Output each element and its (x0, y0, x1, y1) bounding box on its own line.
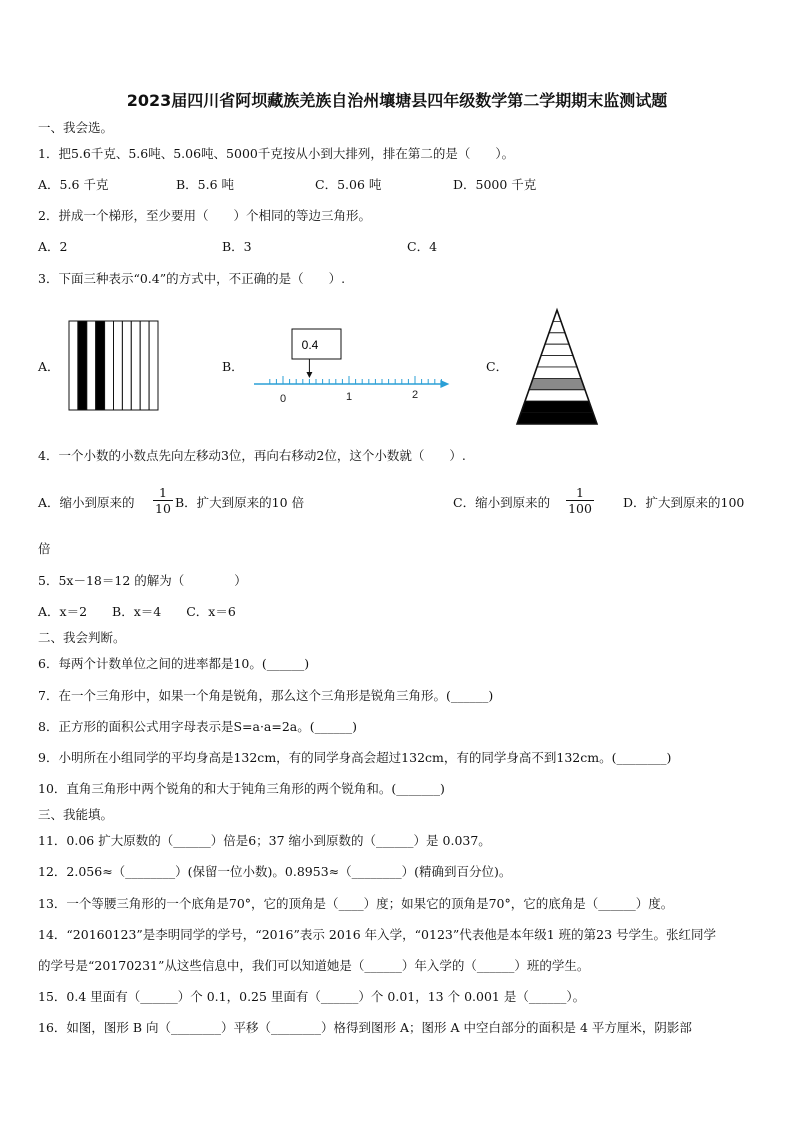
question-5-stem: 5．5x－18＝12 的解为（ ） (38, 573, 247, 588)
question-16: 16．如图，图形 B 向（________）平移（________）格得到图形 A；图形 A 中空白部分的面积是 4 平方厘米，阴影部 (38, 1020, 692, 1035)
triangle-band (541, 344, 573, 355)
number-line-figure (250, 326, 474, 412)
question-8: 8．正方形的面积公式用字母表示是S=a·a=2a。(______) (38, 719, 358, 734)
question-11: 11．0.06 扩大原数的（______）倍是6；37 缩小到原数的（______）是 0.037。 (38, 833, 491, 848)
triangle-band (529, 378, 585, 389)
triangle-band (533, 367, 581, 378)
grid-column (122, 321, 131, 410)
question-3-label-a: A． (38, 359, 60, 374)
triangle-band (525, 390, 589, 401)
grid-column (96, 321, 105, 410)
question-2-option-c: C．4 (407, 239, 438, 254)
question-4-option-d-continued: 倍 (38, 541, 51, 556)
question-1-stem: 1．把5.6千克、5.6吨、5.06吨、5000千克按从小到大排列，排在第二的是（ ）。 (38, 146, 515, 161)
question-14-line-1: 14．“20160123”是李明同学的学号，“2016”表示 2016 年入学，“0123”代表他是本年级1 班的第23 号学生。张红同学 (38, 927, 717, 942)
triangle-band (537, 356, 577, 367)
grid-column (140, 321, 149, 410)
question-9: 9．小明所在小组同学的平均身高是132cm，有的同学身高会超过132cm，有的同学身高不到132cm。(________) (38, 750, 672, 765)
question-3-stem: 3．下面三种表示“0.4”的方式中，不正确的是（ ）. (38, 271, 346, 286)
question-1-option-d: D．5000 千克 (453, 177, 537, 192)
fraction-denominator: 10 (155, 501, 171, 516)
decimal-grid-figure (68, 320, 160, 412)
section-heading-choice: 一、我会选。 (38, 120, 114, 135)
number-line-tick-label: 1 (345, 391, 353, 403)
question-4-fraction-c (566, 485, 594, 516)
section-heading-judge: 二、我会判断。 (38, 630, 126, 645)
triangle-band (517, 413, 597, 424)
grid-column (114, 321, 123, 410)
question-3-label-b: B． (222, 359, 244, 374)
section-heading-fill: 三、我能填。 (38, 807, 114, 822)
number-line-callout-label: 0.4 (301, 338, 319, 352)
grid-column (105, 321, 114, 410)
question-1-option-c: C．5.06 吨 (315, 177, 382, 192)
triangle-figure (512, 308, 602, 426)
question-1-option-b: B．5.6 吨 (176, 177, 235, 192)
question-2-option-b: B．3 (222, 239, 252, 254)
question-2-option-a: A．2 (38, 239, 68, 254)
fraction-numerator: 1 (576, 485, 584, 500)
number-line-tick-label: 2 (411, 389, 419, 401)
number-line-pointer-head (306, 372, 312, 378)
grid-column (78, 321, 87, 410)
question-5-options: A．x＝2 B．x＝4 C．x＝6 (38, 604, 236, 619)
grid-column (131, 321, 140, 410)
question-4-option-b: B．扩大到原来的10 倍 (175, 495, 305, 510)
question-4-option-a: A．缩小到原来的 (38, 495, 135, 510)
question-4-stem: 4．一个小数的小数点先向左移动3位，再向右移动2位，这个小数就（ ）. (38, 448, 466, 463)
page-title: 2023届四川省阿坝藏族羌族自治州壤塘县四年级数学第二学期期末监测试题 (126, 91, 668, 110)
question-2-stem: 2．拼成一个梯形，至少要用（ ）个相同的等边三角形。 (38, 208, 371, 223)
question-4-fraction-a (153, 485, 173, 516)
question-1-option-a: A．5.6 千克 (38, 177, 109, 192)
question-4-option-d: D．扩大到原来的100 (623, 495, 745, 510)
fraction-denominator: 100 (568, 501, 592, 516)
question-12: 12．2.056≈（________）(保留一位小数)。0.8953≈（________）(精确到百分位)。 (38, 864, 512, 879)
question-4-option-c: C．缩小到原来的 (453, 495, 551, 510)
question-6: 6．每两个计数单位之间的进率都是10。(______) (38, 656, 310, 671)
triangle-band (521, 401, 593, 412)
fraction-numerator: 1 (159, 485, 167, 500)
question-13: 13．一个等腰三角形的一个底角是70°，它的顶角是（____）度；如果它的顶角是70°，它的底角是（______）度。 (38, 896, 674, 911)
number-line-tick-label: 0 (279, 393, 287, 405)
question-7: 7．在一个三角形中，如果一个角是锐角，那么这个三角形是锐角三角形。(______) (38, 688, 494, 703)
question-14-line-2: 的学号是“20170231”从这些信息中，我们可以知道她是（______）年入学的（______）班的学生。 (38, 958, 590, 973)
question-3-label-c: C． (486, 359, 509, 374)
question-15: 15．0.4 里面有（______）个 0.1，0.25 里面有（______）个 0.01，13 个 0.001 是（______）。 (38, 989, 586, 1004)
grid-column (149, 321, 158, 410)
grid-column (69, 321, 78, 410)
grid-column (87, 321, 96, 410)
question-10: 10．直角三角形中两个锐角的和大于钝角三角形的两个锐角和。(_______) (38, 781, 445, 796)
